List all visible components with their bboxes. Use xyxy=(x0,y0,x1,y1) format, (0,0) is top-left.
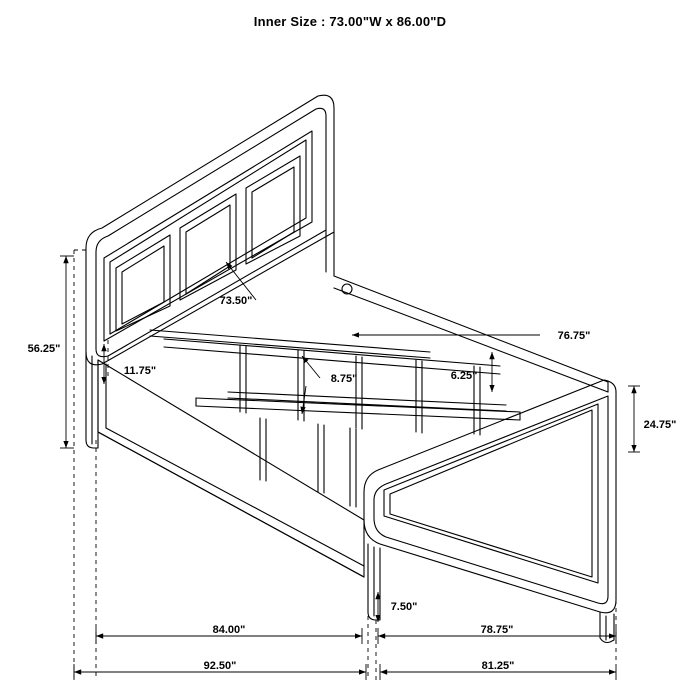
dim-center-support: 6.25" xyxy=(450,370,478,382)
dim-overall-depth-right: 81.25" xyxy=(481,660,515,672)
dim-rail-to-rail: 76.75" xyxy=(557,330,591,342)
page-title: Inner Size : 73.00"W x 86.00"D xyxy=(253,14,447,29)
dim-footboard-leg: 7.50" xyxy=(390,601,418,613)
dim-overall-depth-left: 92.50" xyxy=(203,660,237,672)
dim-slat-height: 8.75" xyxy=(330,373,358,385)
dim-headboard-height: 56.25" xyxy=(27,343,61,355)
dim-footboard-height: 24.75" xyxy=(643,419,677,431)
dim-headboard-panel-drop: 11.75" xyxy=(123,365,157,377)
dim-headboard-width: 73.50" xyxy=(219,295,253,307)
bed-outline xyxy=(86,95,616,642)
dim-side-length-upper: 84.00" xyxy=(212,624,246,636)
dim-side-length-lower: 78.75" xyxy=(480,624,514,636)
